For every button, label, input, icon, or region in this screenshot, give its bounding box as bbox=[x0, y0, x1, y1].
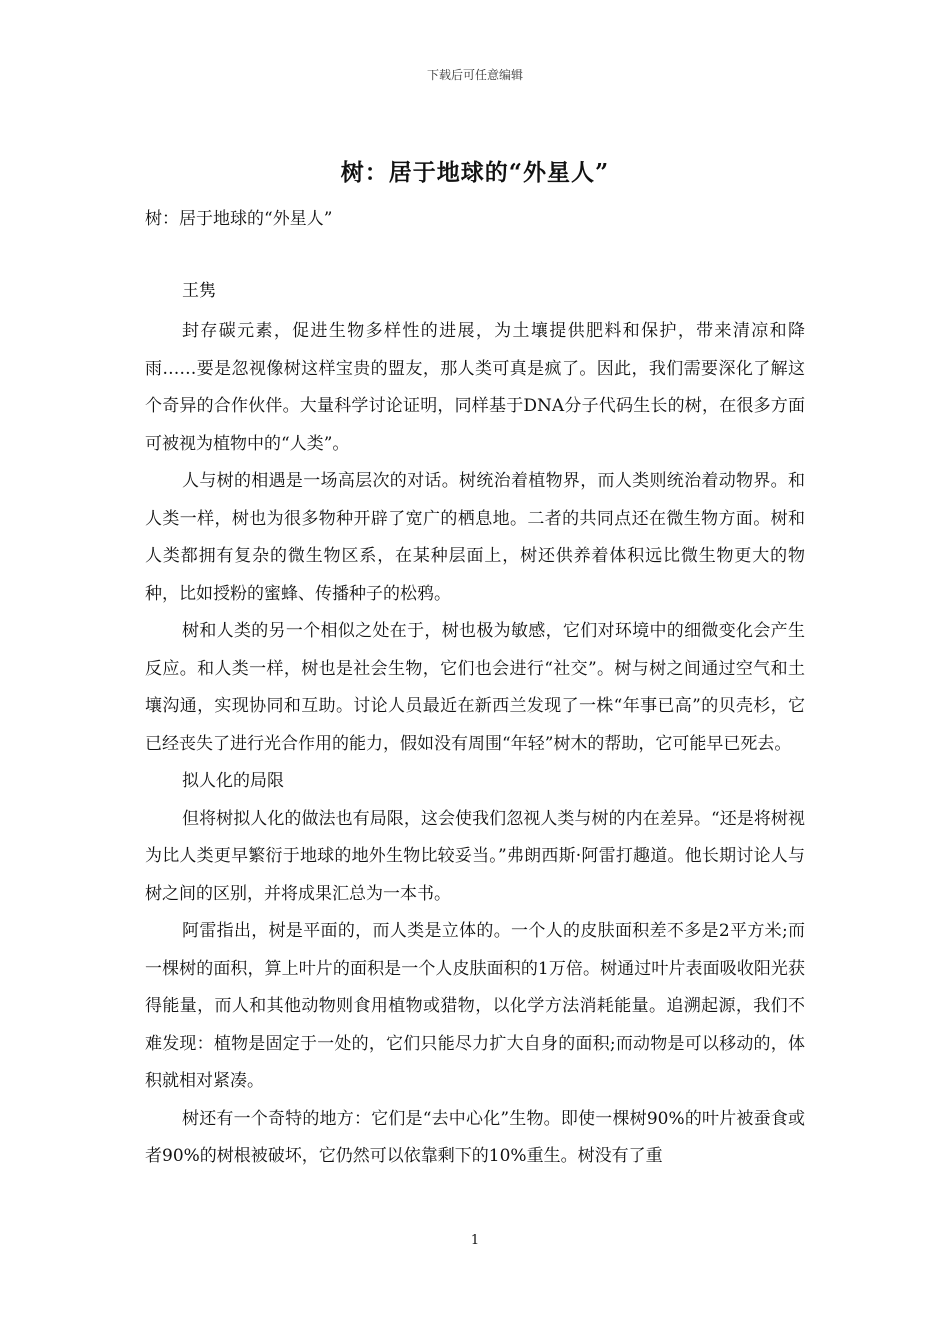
paragraph: 但将树拟人化的做法也有局限，这会使我们忽视人类与树的内在差异。“还是将树视为比人类更早繁衍于地球的地外生物比较妥当。”弗朗西斯·阿雷打趣道。他长期讨论人与树之间的区别，并将成果汇总为一本书。 bbox=[145, 808, 805, 904]
paragraph: 人与树的相遇是一场高层次的对话。树统治着植物界，而人类则统治着动物界。和人类一样，树也为很多物种开辟了宽广的栖息地。二者的共同点还在微生物方面。树和人类都拥有复杂的微生物区系，在某种层面上，树还供养着体积远比微生物更大的物种，比如授粉的蜜蜂、传播种子的松鸦。 bbox=[145, 471, 805, 604]
document-title: 树：居于地球的“外星人” bbox=[340, 159, 610, 186]
paragraph: 树还有一个奇特的地方：它们是“去中心化”生物。即使一棵树90%的叶片被蚕食或者90%的树根被破坏，它仍然可以依靠剩下的10%重生。树没有了重 bbox=[145, 1108, 805, 1166]
paragraph: 阿雷指出，树是平面的，而人类是立体的。一个人的皮肤面积差不多是2平方米;而一棵树的面积，算上叶片的面积是一个人皮肤面积的1万倍。树通过叶片表面吸收阳光获得能量，而人和其他动物则食用植物或猎物，以化学方法消耗能量。追溯起源，我们不难发现：植物是固定于一处的，它们只能尽力扩大自身的面积;而动物是可以移动的，体积就相对紧凑。 bbox=[145, 921, 805, 1091]
header-note: 下载后可任意编辑 bbox=[426, 68, 523, 82]
author-name: 王隽 bbox=[182, 281, 216, 301]
section-heading: 拟人化的局限 bbox=[182, 771, 284, 791]
article-body bbox=[145, 313, 805, 1176]
paragraph: 封存碳元素，促进生物多样性的进展，为土壤提供肥料和保护，带来清凉和降雨……要是忽视像树这样宝贵的盟友，那人类可真是疯了。因此，我们需要深化了解这个奇异的合作伙伴。大量科学讨论证明，同样基于DNA分子代码生长的树，在很多方面可被视为植物中的“人类”。 bbox=[145, 321, 805, 454]
document-subtitle: 树：居于地球的“外星人” bbox=[145, 209, 333, 229]
paragraph: 树和人类的另一个相似之处在于，树也极为敏感，它们对环境中的细微变化会产生反应。和人类一样，树也是社会生物，它们也会进行“社交”。树与树之间通过空气和土壤沟通，实现协同和互助。讨论人员最近在新西兰发现了一株“年事已高”的贝壳杉，它已经丧失了进行光合作用的能力，假如没有周围“年轻”树木的帮助，它可能早已死去。 bbox=[145, 621, 805, 754]
page-number: 1 bbox=[470, 1233, 480, 1248]
